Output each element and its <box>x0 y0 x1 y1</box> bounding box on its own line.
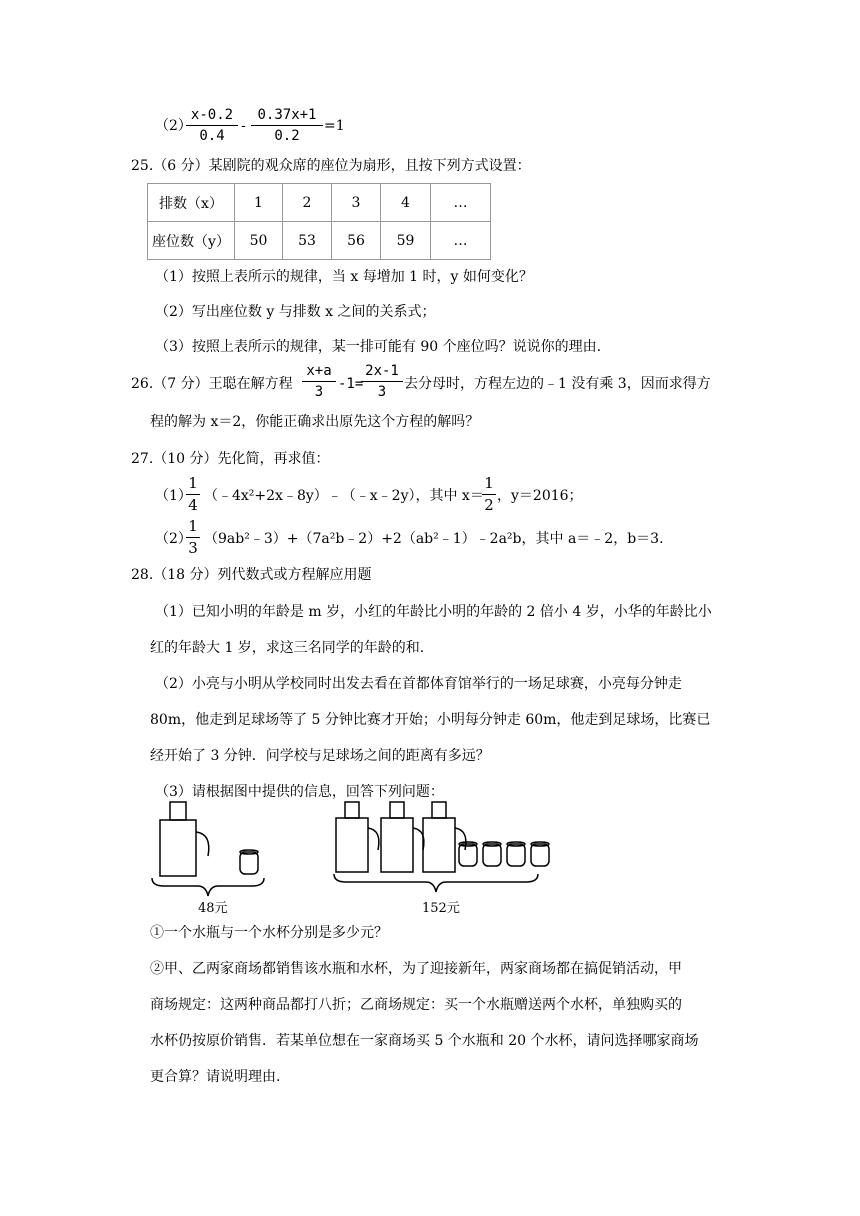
fraction-denominator: 3 <box>188 539 198 557</box>
q26-frac1-denominator: 3 <box>314 384 324 400</box>
table-row <box>148 184 491 222</box>
price-label-48: 48元 <box>198 901 228 916</box>
fraction-denominator: 2 <box>484 496 494 514</box>
table-cell: 50 <box>235 222 283 260</box>
table-cell: 53 <box>283 222 332 260</box>
q27-part2-expression: （9ab²﹣3）+（7a²b﹣2）+2（ab²﹣1）﹣2a²b，其中 a＝﹣2，b＝3. <box>204 531 664 547</box>
water-bottle-icon <box>336 802 379 872</box>
table-cell: 56 <box>332 222 381 260</box>
q24-fraction-1 <box>186 108 238 143</box>
table-cell: 2 <box>283 184 332 222</box>
q26-text-start: 26.（7 分）王聪在解方程 <box>131 376 293 392</box>
q28-sub1: ①一个水瓶与一个水杯分别是多少元？ <box>150 925 388 941</box>
fraction-numerator: 1 <box>484 474 494 492</box>
q27-part2-label: （2） <box>155 531 192 547</box>
water-cup-icon <box>507 842 525 866</box>
right-brace <box>334 874 538 892</box>
table-header-cell: 座位数（y） <box>148 222 235 260</box>
q28-part3: （3）请根据图中提供的信息，回答下列问题： <box>155 784 444 800</box>
q26-frac2-denominator: 3 <box>377 384 387 400</box>
left-brace <box>152 878 264 896</box>
q27-part2-fraction <box>186 519 200 556</box>
q28-part1-line2: 红的年龄大 1 岁，求这三名同学的年龄的和. <box>150 640 425 656</box>
q27-part1-fraction <box>186 476 200 513</box>
q28-title: 28.（18 分）列代数式或方程解应用题 <box>131 567 372 583</box>
price-label-152: 152元 <box>422 901 460 916</box>
water-bottle-icon <box>160 802 209 876</box>
fraction-denominator: 4 <box>188 496 198 514</box>
fraction-numerator: 1 <box>188 517 198 535</box>
q27-part1-expression: （﹣4x²+2x﹣8y）﹣（﹣x﹣2y），其中 x＝ <box>204 488 484 504</box>
q24-fraction-2 <box>251 108 323 143</box>
q24-minus: - <box>241 118 246 134</box>
water-cup-icon <box>531 842 549 866</box>
q25-part1: （1）按照上表所示的规律，当 x 每增加 1 时，y 如何变化？ <box>155 269 533 285</box>
q28-sub2-line1: ②甲、乙两家商场都销售该水瓶和水杯，为了迎接新年，两家商场都在搞促销活动，甲 <box>150 961 682 977</box>
q28-part2-line2: 80m，他走到足球场等了 5 分钟比赛才开始；小明每分钟走 60m，他走到足球场，比赛已 <box>150 712 711 728</box>
q25-part3: （3）按照上表所示的规律，某一排可能有 90 个座位吗？说说你的理由. <box>155 339 602 355</box>
q24-frac2-numerator: 0.37x+1 <box>257 107 317 123</box>
table-row <box>148 222 491 260</box>
q28-part1-line1: （1）已知小明的年龄是 m 岁，小红的年龄比小明的年龄的 2 倍小 4 岁，小华的年龄比小 <box>155 604 712 620</box>
fraction-numerator: 1 <box>188 474 198 492</box>
q26-minus-one: -1= <box>338 376 364 392</box>
table-header-cell: 排数（x） <box>148 184 235 222</box>
q27-part1-label: （1） <box>155 488 192 504</box>
q24-frac2-denominator: 0.2 <box>274 128 300 144</box>
water-cup-icon <box>459 842 477 866</box>
q26-frac1-numerator: x+a <box>306 363 332 379</box>
table-cell: 59 <box>381 222 431 260</box>
table-cell: … <box>431 184 491 222</box>
q27-title: 27.（10 分）先化简，再求值： <box>131 451 330 467</box>
table-cell: … <box>431 222 491 260</box>
table-cell: 3 <box>332 184 381 222</box>
q28-sub2-line4: 更合算？请说明理由. <box>150 1069 281 1085</box>
q28-part2-line3: 经开始了 3 分钟．问学校与足球场之间的距离有多远？ <box>150 748 490 764</box>
water-cup-icon <box>240 850 258 874</box>
q26-fraction-1 <box>302 364 336 399</box>
q28-sub2-line3: 水杯仍按原价销售．若某单位想在一家商场买 5 个水瓶和 20 个水杯，请问选择哪家商场 <box>150 1033 699 1049</box>
q28-part2-line1: （2）小亮与小明从学校同时出发去看在首都体育馆举行的一场足球赛，小亮每分钟走 <box>155 676 682 692</box>
q27-part1-tail: ，y＝2016； <box>497 488 583 504</box>
seat-table <box>147 183 491 260</box>
q26-text-end: 去分母时，方程左边的﹣1 没有乘 3，因而求得方 <box>404 376 711 392</box>
q26-frac2-numerator: 2x-1 <box>365 363 399 379</box>
q24-equals: =1 <box>324 118 345 134</box>
table-cell: 4 <box>381 184 431 222</box>
q27-part1-x-value <box>482 476 496 513</box>
q24-frac1-numerator: x-0.2 <box>190 107 234 123</box>
q28-sub2-line2: 商场规定：这两种商品都打八折；乙商场规定：买一个水瓶赠送两个水杯，单独购买的 <box>150 997 682 1013</box>
q24-frac1-denominator: 0.4 <box>199 128 225 144</box>
water-cup-icon <box>483 842 501 866</box>
q25-part2: （2）写出座位数 y 与排数 x 之间的关系式； <box>155 304 436 320</box>
q26-line2: 程的解为 x＝2，你能正确求出原先这个方程的解吗？ <box>150 414 480 430</box>
q26-fraction-2 <box>361 364 403 399</box>
q25-title: 25.（6 分）某剧院的观众席的座位为扇形，且按下列方式设置： <box>131 158 531 174</box>
q24-part2-label: （2） <box>155 118 192 134</box>
table-cell: 1 <box>235 184 283 222</box>
water-bottle-icon <box>381 802 424 872</box>
